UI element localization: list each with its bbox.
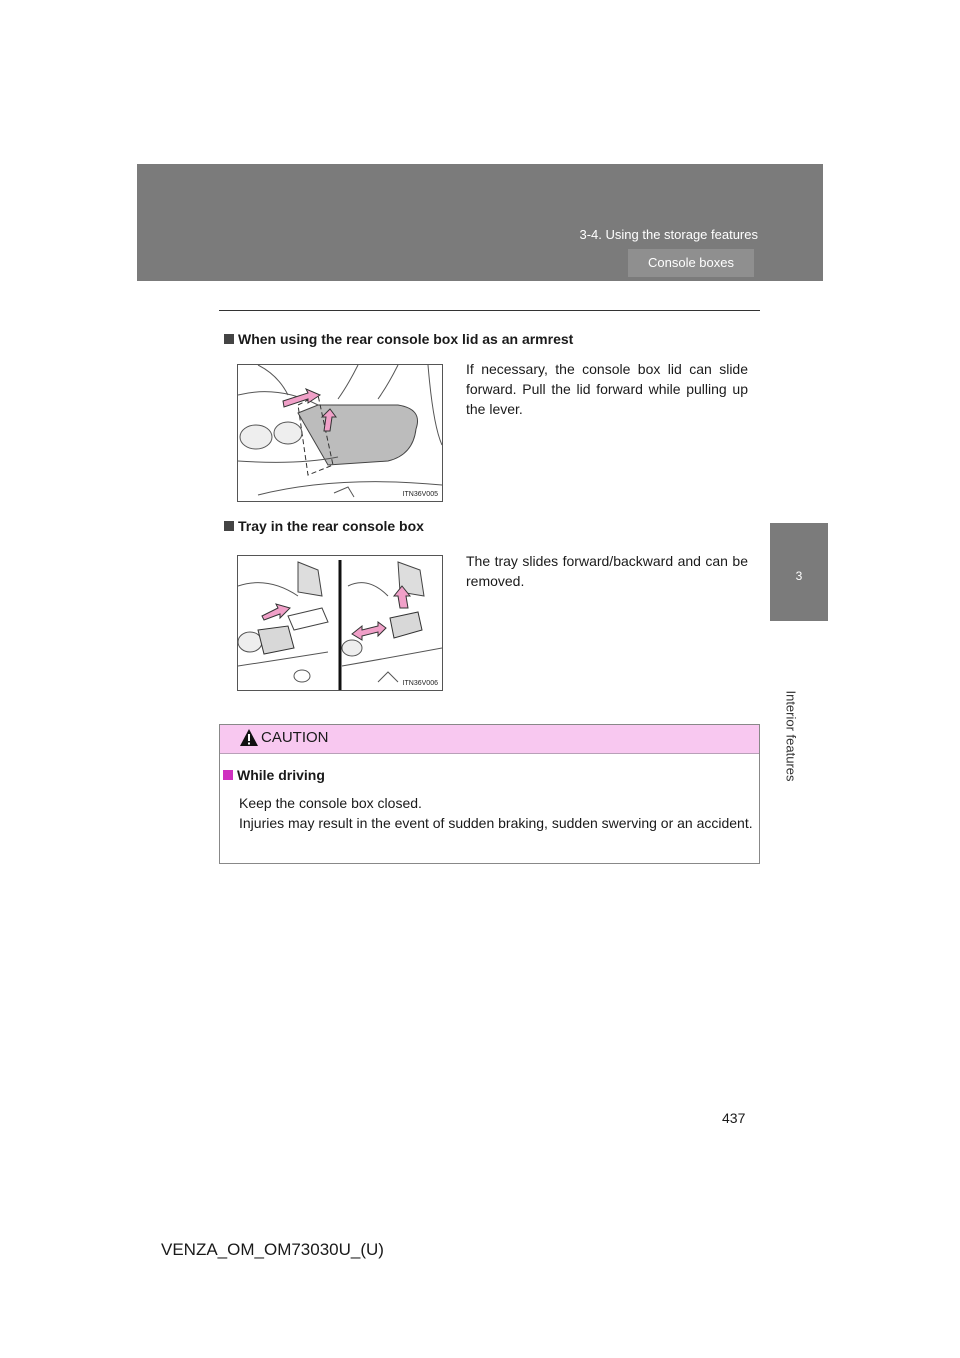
subsection-tab: Console boxes [628,249,754,277]
tray-description: The tray slides forward/backward and can be removed. [466,553,748,589]
caution-subheading [223,767,325,783]
armrest-heading-text: When using the rear console box lid as an armrest [238,331,574,347]
manual-code: VENZA_OM_OM73030U_(U) [161,1240,384,1259]
console-lid-illustration [238,365,442,501]
tray-figure [237,555,443,691]
armrest-description: If necessary, the console box lid can slide forward. Pull the lid forward while pulling up the lever. [466,361,748,417]
section-title: 3-4. Using the storage features [579,227,758,242]
warning-triangle-icon [239,728,259,747]
page-number: 437 [722,1110,746,1126]
armrest-heading [224,331,573,347]
figure-code: ITN36V005 [402,491,438,498]
caution-title: CAUTION [261,729,329,746]
chapter-tab [770,523,828,621]
caution-box [219,724,760,864]
top-rule [219,310,760,311]
caution-subheading-text: While driving [237,767,325,783]
caution-header [220,725,759,754]
armrest-figure [237,364,443,502]
caution-line-2: Injuries may result in the event of sudden braking, sudden swerving or an accident. [239,815,753,831]
caution-line-1: Keep the console box closed. [239,795,422,811]
figure-code: ITN36V006 [402,680,438,687]
caution-body [239,793,754,833]
tray-heading [224,518,424,534]
square-bullet-icon [223,770,233,780]
console-tray-illustration [238,556,442,690]
chapter-label-text: Interior features [783,690,799,782]
square-bullet-icon [224,521,234,531]
chapter-number: 3 [795,569,803,583]
square-bullet-icon [224,334,234,344]
tray-heading-text: Tray in the rear console box [238,518,424,534]
